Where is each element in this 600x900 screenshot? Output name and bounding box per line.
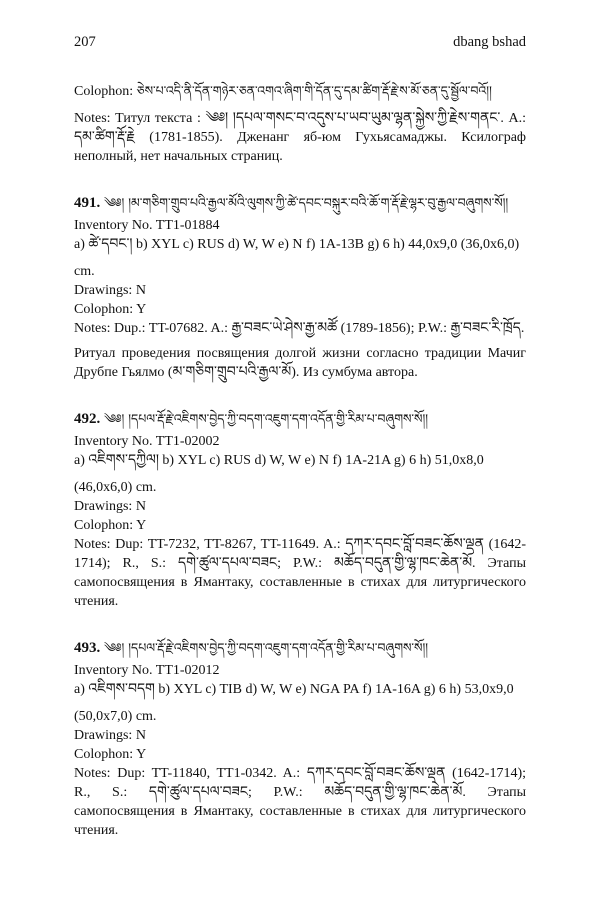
entry-number: 492. [74, 411, 101, 427]
entry-title [74, 408, 526, 430]
drawings-line: Drawings: N [74, 283, 146, 298]
catalog-entry-493 [74, 637, 526, 840]
entry-details: a) འཇིགས་བདག b) XYL c) TIB d) W, W e) NGA PA f) 1A-16A g) 6 h) 53,0x9,0 [74, 682, 514, 697]
entry-title-tibetan: ༄༅། །དཔལ་རྡོ་རྗེ་འཇིགས་བྱེད་ཀྱི་བདག་འཇུག་དག་འདོན་གྱི་རིམ་པ་བཞུགས་སོ།། [104, 411, 429, 426]
colophon-line [74, 81, 526, 101]
entry-title-tibetan: ༄༅། །དཔལ་རྡོ་རྗེ་འཇིགས་བྱེད་ཀྱི་བདག་འཇུག་དག་འདོན་གྱི་རིམ་པ་བཞུགས་སོ།། [104, 640, 429, 655]
entry-title [74, 637, 526, 659]
entry-dimensions: (50,0x7,0) cm. [74, 709, 157, 724]
drawings-line: Drawings: N [74, 728, 146, 743]
colophon-text: ཅེས་པ་འདི་ནི་དོན་གཉེར་ཅན་འགའ་ཞིག་གི་དོན་དུ་དམ་ཚིག་རྡོ་རྗེ་ས་མོ་ཅན་དུ་སྦྱོལ་བའོ།། [136, 83, 492, 98]
entry-number: 491. [74, 195, 101, 211]
inventory-number: Inventory No. TT1-02012 [74, 663, 220, 678]
entry-notes: Notes: Dup: TT-7232, TT-8267, TT-11649. A.: དཀར་དབང་བློ་བཟང་ཆོས་ལྡན (1642-1714); R., S.: དགེ་ཚུལ་དཔལ་བཟང; P.W.: མཆོད་བདུན་གྱི་ལྷ་ཁང་ཆེན་མོ. Этапы самопосвящения в Ямантаку, составленные в стихах для литургического чтения. [74, 537, 526, 609]
entry-details: a) འཇིགས་དཀྱིལ། b) XYL c) RUS d) W, W e) N f) 1A-21A g) 6 h) 51,0x8,0 [74, 453, 484, 468]
entry-dimensions: (46,0x6,0) cm. [74, 480, 157, 495]
colophon-flag: Colophon: Y [74, 302, 147, 317]
entry-details: a) ཚེ་དབང་། b) XYL c) RUS d) W, W e) N f) 1A-13B g) 6 h) 44,0x9,0 (36,0x6,0) [74, 237, 520, 252]
entry-title-tibetan: ༄༅། །མ་གཅིག་གྲུབ་པའི་རྒྱལ་མོའི་ལུགས་ཀྱི་ཚེ་དབང་བསྐུར་བའི་ཆོ་ག་རྡོ་རྗེ་ལྷར་བུ་རྒྱལ་བཞུགས་སོ།། [104, 195, 509, 210]
previous-entry-tail [74, 81, 526, 166]
running-title: dbang bshad [453, 34, 526, 50]
inventory-number: Inventory No. TT1-02002 [74, 434, 220, 449]
colophon-label: Colophon: [74, 84, 134, 99]
entry-dimensions: cm. [74, 264, 95, 279]
colophon-flag: Colophon: Y [74, 747, 147, 762]
inventory-number: Inventory No. TT1-01884 [74, 218, 220, 233]
catalog-entry-491 [74, 192, 526, 382]
entry-description: Ритуал проведения посвящения долгой жизни согласно традиции Мачиг Друбпе Гьялмо (མ་གཅིག་གྲུབ་པའི་རྒྱལ་མོ). Из сумбума автора. [74, 346, 526, 380]
colophon-flag: Colophon: Y [74, 518, 147, 533]
entry-title [74, 192, 526, 214]
entry-number: 493. [74, 640, 101, 656]
drawings-line: Drawings: N [74, 499, 146, 514]
page-number: 207 [74, 34, 96, 50]
entry-notes: Notes: Dup.: TT-07682. A.: རྒྱ་བཟང་ཡེ་ཤེས་རྒྱ་མཚོ (1789-1856); P.W.: རྒྱ་བཟང་རི་ཁྲོད. [74, 321, 525, 336]
notes-paragraph: Notes: Титул текста : ༄༅། །དཔལ་གསང་བ་འདུས་པ་ཡབ་ཡུམ་ལྷན་སྐྱེས་ཀྱི་རྗེས་གནང་. A.: དམ་ཚིག་རྡོ་རྗེ (1781-1855). Дженанг яб-юм Гухьясамаджы. Ксилограф неполный, нет начальных страниц. [74, 111, 526, 164]
catalog-entry-492 [74, 408, 526, 611]
entry-notes: Notes: Dup: TT-11840, TT1-0342. A.: དཀར་དབང་བློ་བཟང་ཆོས་ལྡན (1642-1714); R., S.: དགེ་ཚུལ་དཔལ་བཟང; P.W.: མཆོད་བདུན་གྱི་ལྷ་ཁང་ཆེན་མོ. Этапы самопосвящения в Ямантаку, составленные в стихах для литургического чтения. [74, 766, 526, 838]
page-header [74, 34, 526, 51]
